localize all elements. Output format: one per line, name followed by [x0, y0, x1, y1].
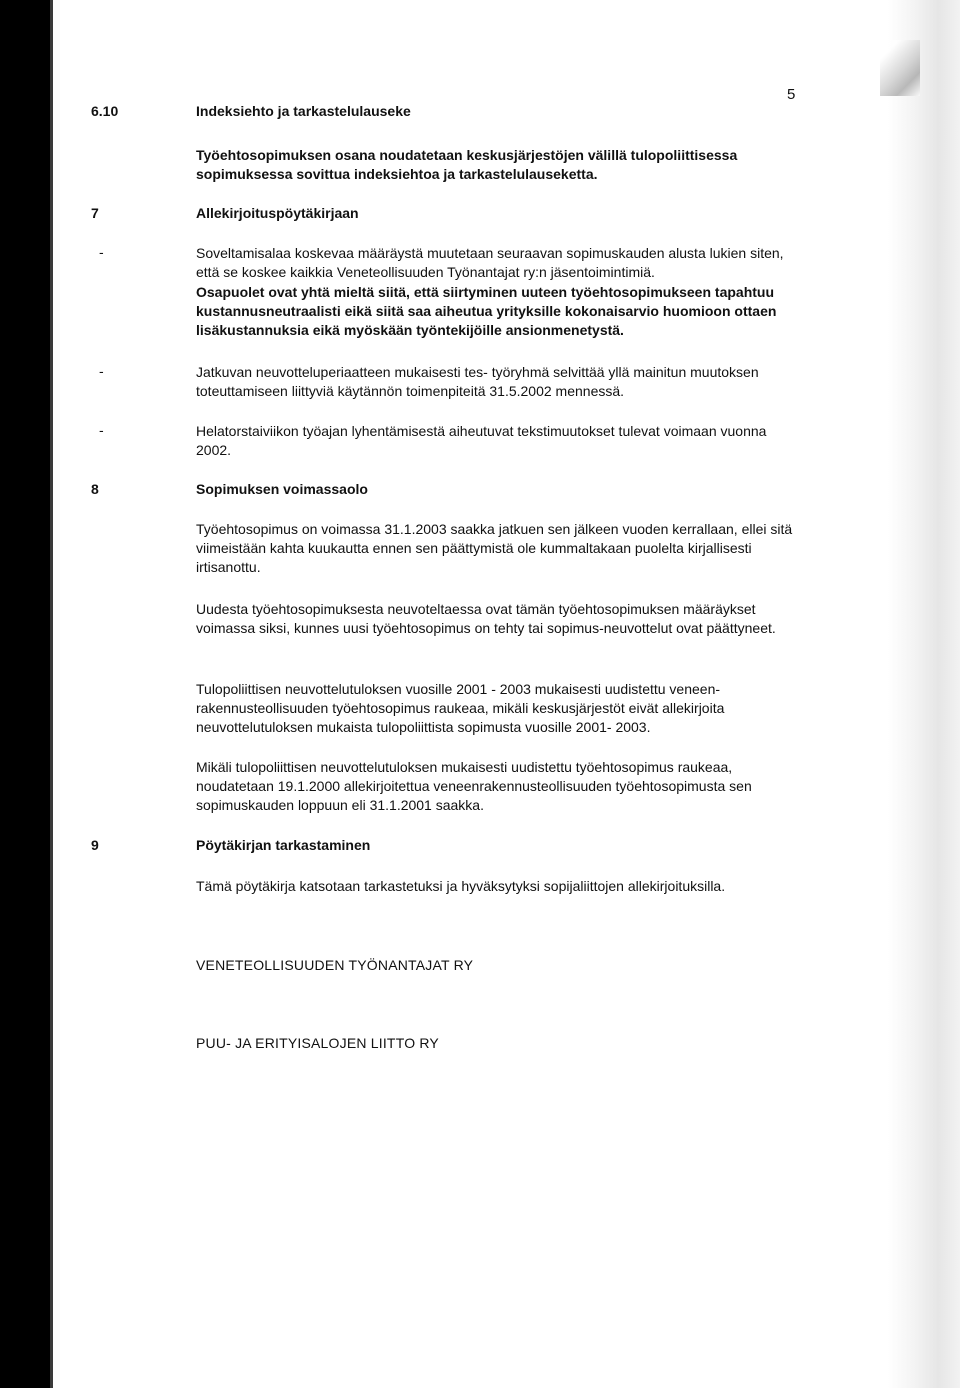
section-title-8: Sopimuksen voimassaolo — [196, 481, 368, 497]
scan-left-border-edge — [50, 0, 53, 1388]
scan-left-border — [0, 0, 50, 1388]
section-7-item-1: Soveltamisalaa koskevaa määräystä muutetaan seuraavan sopimuskauden alusta lukien siten, että se koskee kaikkia Veneteollisuuden Työnantajat ry:n jäsentoimintimiä. — [196, 245, 784, 280]
section-7-item-3: Helatorstaiviikon työajan lyhentämisestä aiheutuvat tekstimuutokset tulevat voimaan vuonna 2002. — [196, 423, 767, 458]
section-8-paragraph-3: Tulopoliittisen neuvottelutuloksen vuosille 2001 - 2003 mukaisesti uudistettu veneen-rakennusteollisuuden työehtosopimus raukeaa, mikäli keskusjärjestöt eivät allekirjoita neuvottelutuloksen mukaista tulopoliittista sopimusta vuosille 2001- 2003. — [196, 681, 725, 735]
section-title-9: Pöytäkirjan tarkastaminen — [196, 837, 371, 853]
section-title-7: Allekirjoituspöytäkirjaan — [196, 205, 359, 221]
section-6-10-text: Työehtosopimuksen osana noudatetaan keskusjärjestöjen välillä tulopoliittisessa sopimuksessa sovittua indeksiehtoa ja tarkastelulauseketta. — [196, 147, 738, 182]
signatory-union: PUU- JA ERITYISALOJEN LIITTO RY — [196, 1035, 439, 1051]
section-9-paragraph-1: Tämä pöytäkirja katsotaan tarkastetuksi ja hyväksytyksi sopijaliittojen allekirjoituksilla. — [196, 878, 726, 894]
signatory-employer: VENETEOLLISUUDEN TYÖNANTAJAT RY — [196, 957, 474, 973]
list-bullet-dash: - — [99, 422, 104, 438]
section-number-9: 9 — [91, 837, 99, 853]
section-number-6-10: 6.10 — [91, 103, 119, 119]
list-bullet-dash: - — [99, 244, 104, 260]
section-8-paragraph-2: Uudesta työehtosopimuksesta neuvoteltaessa ovat tämän työehtosopimuksen määräykset voimassa siksi, kunnes uusi työehtosopimus on tehty tai sopimus-neuvottelut ovat päättyneet. — [196, 601, 776, 636]
section-8-paragraph-4: Mikäli tulopoliittisen neuvottelutuloksen mukaisesti uudistettu työehtosopimus raukeaa, noudatetaan 19.1.2000 allekirjoitettua veneenrakennusteollisuuden työehtosopimusta sen sopimuskauden loppuun eli 31.1.2001 saakka. — [196, 759, 752, 813]
section-number-7: 7 — [91, 205, 99, 221]
list-bullet-dash: - — [99, 363, 104, 379]
section-number-8: 8 — [91, 481, 99, 497]
scan-right-shadow — [888, 0, 960, 1388]
section-7-item-1-bold: Osapuolet ovat yhtä mieltä siitä, että siirtyminen uuteen työehtosopimukseen tapahtuu kustannusneutraalisti eikä siitä saa aiheutua yrityksille kokonaisarvio huomioon ottaen lisäkustannuksia eikä myöskään työntekijöille ansionmenetystä. — [196, 284, 777, 338]
section-8-paragraph-1: Työehtosopimus on voimassa 31.1.2003 saakka jatkuen sen jälkeen vuoden kerrallaan, ellei sitä viimeistään kahta kuukautta ennen sen päättymistä ole kummaltakaan puolelta kirjallisesti irtisanottu. — [196, 521, 793, 575]
section-7-item-2: Jatkuvan neuvotteluperiaatteen mukaisesti tes- työryhmä selvittää yllä mainitun muutoksen toteuttamiseen liittyviä käytännön toimenpiteitä 31.5.2002 mennessä. — [196, 364, 759, 399]
scan-corner-mark — [880, 40, 920, 96]
page-number: 5 — [787, 86, 796, 103]
section-title-6-10: Indeksiehto ja tarkastelulauseke — [196, 103, 411, 119]
